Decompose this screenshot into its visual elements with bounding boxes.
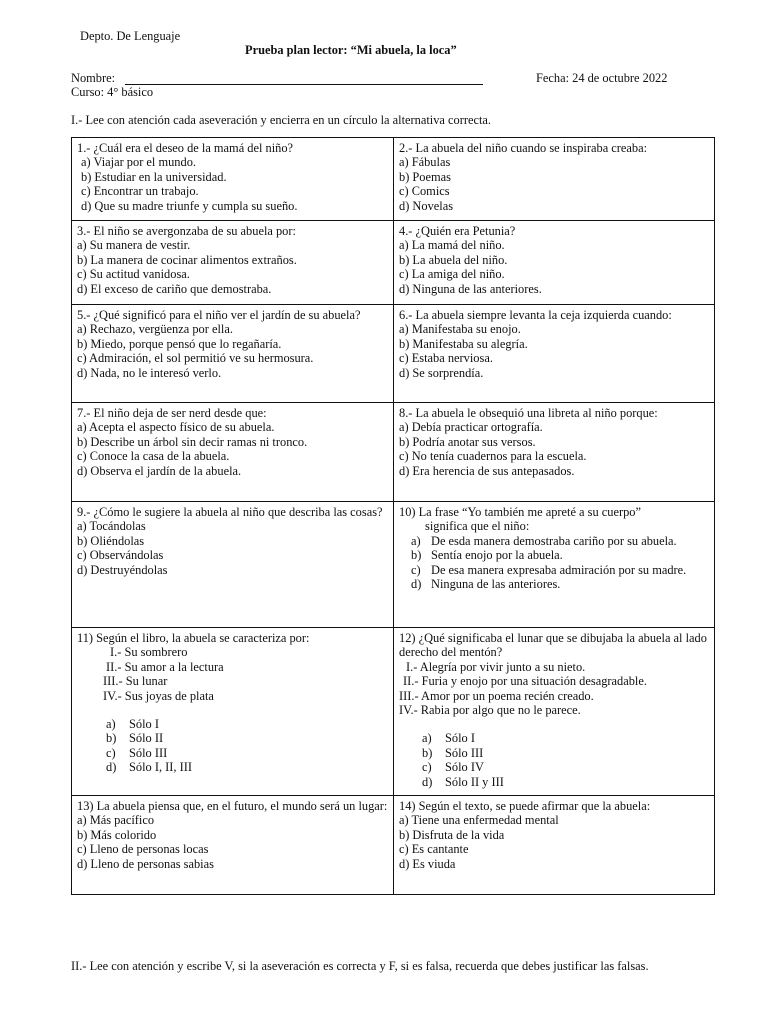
- option-5d[interactable]: d) Nada, no le interesó verlo.: [77, 365, 222, 380]
- marker: d): [422, 774, 433, 789]
- option-8a[interactable]: a) Debía practicar ortografía.: [399, 420, 543, 435]
- option-8b[interactable]: b) Podría anotar sus versos.: [399, 434, 536, 449]
- marker: c): [422, 760, 432, 775]
- section2-instruction: II.- Lee con atención y escribe V, si la aseveración es correcta y F, si es falsa, recuerda que debes justificar las falsas.: [71, 959, 649, 973]
- option-3c[interactable]: c) Su actitud vanidosa.: [77, 267, 190, 282]
- marker: a): [106, 717, 116, 732]
- marker: d): [106, 760, 117, 775]
- option-7a[interactable]: a) Acepta el aspecto físico de su abuela.: [77, 420, 275, 435]
- option-1b[interactable]: b) Estudiar en la universidad.: [81, 169, 227, 184]
- option-14a[interactable]: a) Tiene una enfermedad mental: [399, 813, 559, 828]
- option-9d[interactable]: d) Destruyéndolas: [77, 562, 168, 577]
- item-11-ii: II.- Su amor a la lectura: [106, 659, 224, 674]
- option-3d[interactable]: d) El exceso de cariño que demostraba.: [77, 281, 272, 296]
- item-12-iii: III.- Amor por un poema recién creado.: [399, 688, 594, 703]
- course-label: Curso: 4° básico: [71, 85, 154, 99]
- item-12-iv: IV.- Rabia por algo que no le parece.: [399, 703, 581, 718]
- option-9a[interactable]: a) Tocándolas: [77, 519, 146, 534]
- marker: c): [411, 562, 421, 577]
- option-11a[interactable]: a) Sólo I: [106, 717, 159, 732]
- table-row: [72, 628, 715, 796]
- item-12-i: I.- Alegría por vivir junto a su nieto.: [406, 659, 586, 674]
- option-4c[interactable]: c) La amiga del niño.: [399, 267, 505, 282]
- option-11b[interactable]: b) Sólo II: [106, 731, 164, 746]
- table-row: [72, 221, 715, 305]
- option-6d[interactable]: d) Se sorprendía.: [399, 365, 484, 380]
- option-11c[interactable]: c) Sólo III: [106, 745, 168, 760]
- question-1-text: 1.- ¿Cuál era el deseo de la mamá del niño?: [77, 141, 294, 155]
- question-11: [72, 628, 394, 796]
- option-14d[interactable]: d) Es viuda: [399, 856, 456, 871]
- table-row: [72, 502, 715, 628]
- question-12-text: 12) ¿Qué significaba el lunar que se dibujaba la abuela al lado derecho del mentón?: [399, 631, 707, 660]
- option-8d[interactable]: d) Era herencia de sus antepasados.: [399, 463, 575, 478]
- option-12d[interactable]: d) Sólo II y III: [422, 774, 504, 789]
- option-5a[interactable]: a) Rechazo, vergüenza por ella.: [77, 322, 233, 337]
- option-10a[interactable]: a) De esda manera demostraba cariño por su abuela.: [411, 533, 677, 548]
- question-4-text: 4.- ¿Quién era Petunia?: [399, 224, 516, 238]
- question-9: [72, 502, 394, 628]
- table-row: [72, 796, 715, 895]
- option-6b[interactable]: b) Manifestaba su alegría.: [399, 336, 528, 351]
- question-10-text-line2: significa que el niño:: [425, 519, 530, 534]
- department-label: Depto. De Lenguaje: [80, 29, 181, 43]
- option-6a[interactable]: a) Manifestaba su enojo.: [399, 322, 521, 337]
- option-10d[interactable]: d) Ninguna de las anteriores.: [411, 577, 561, 592]
- table-row: [72, 305, 715, 403]
- option-13b[interactable]: b) Más colorido: [77, 827, 157, 842]
- option-7b[interactable]: b) Describe un árbol sin decir ramas ni tronco.: [77, 434, 308, 449]
- questions-table: [71, 137, 715, 895]
- marker: a): [411, 533, 421, 548]
- test-title: Prueba plan lector: “Mi abuela, la loca”: [245, 43, 457, 57]
- option-2d[interactable]: d) Novelas: [399, 198, 454, 213]
- table-row: [72, 138, 715, 221]
- option-12a[interactable]: a) Sólo I: [422, 731, 475, 746]
- option-7d[interactable]: d) Observa el jardín de la abuela.: [77, 463, 242, 478]
- item-12-ii: II.- Furia y enojo por una situación desagradable.: [403, 674, 647, 689]
- question-12: [394, 628, 715, 796]
- marker: b): [106, 731, 117, 746]
- option-4d[interactable]: d) Ninguna de las anteriores.: [399, 281, 542, 296]
- option-10b[interactable]: b) Sentía enojo por la abuela.: [411, 548, 563, 563]
- question-5: [72, 305, 394, 403]
- option-1a[interactable]: a) Viajar por el mundo.: [81, 155, 196, 170]
- table-row: [72, 403, 715, 502]
- marker: a): [422, 731, 432, 746]
- question-8: [394, 403, 715, 502]
- option-5c[interactable]: c) Admiración, el sol permitió ve su hermosura.: [77, 351, 314, 366]
- option-3a[interactable]: a) Su manera de vestir.: [77, 238, 191, 253]
- question-3: [72, 221, 394, 305]
- option-6c[interactable]: c) Estaba nerviosa.: [399, 351, 493, 366]
- question-7: [72, 403, 394, 502]
- question-6: [394, 305, 715, 403]
- option-9c[interactable]: c) Observándolas: [77, 548, 164, 563]
- question-8-text: 8.- La abuela le obsequió una libreta al niño porque:: [399, 406, 658, 420]
- question-13: [72, 796, 394, 895]
- question-1: [72, 138, 394, 221]
- option-1c[interactable]: c) Encontrar un trabajo.: [81, 184, 199, 199]
- question-2: [394, 138, 715, 221]
- name-label: Nombre:: [71, 71, 116, 85]
- item-11-iii: III.- Su lunar: [103, 674, 168, 689]
- question-13-text: 13) La abuela piensa que, en el futuro, el mundo será un lugar:: [77, 799, 388, 813]
- question-11-text: 11) Según el libro, la abuela se caracteriza por:: [77, 631, 310, 645]
- name-blank-line[interactable]: [125, 84, 483, 85]
- item-11-iv: IV.- Sus joyas de plata: [103, 688, 214, 703]
- option-12b[interactable]: b) Sólo III: [422, 745, 484, 760]
- option-11d[interactable]: d) Sólo I, II, III: [106, 760, 192, 775]
- question-4: [394, 221, 715, 305]
- option-2a[interactable]: a) Fábulas: [399, 155, 451, 170]
- option-2b[interactable]: b) Poemas: [399, 169, 451, 184]
- question-10: [394, 502, 715, 628]
- question-2-text: 2.- La abuela del niño cuando se inspiraba creaba:: [399, 141, 648, 155]
- option-3b[interactable]: b) La manera de cocinar alimentos extraños.: [77, 252, 297, 267]
- option-7c[interactable]: c) Conoce la casa de la abuela.: [77, 449, 230, 464]
- option-4a[interactable]: a) La mamá del niño.: [399, 238, 505, 253]
- marker: b): [411, 548, 422, 563]
- question-14-text: 14) Según el texto, se puede afirmar que la abuela:: [399, 799, 651, 813]
- option-13c[interactable]: c) Lleno de personas locas: [77, 842, 209, 857]
- option-9b[interactable]: b) Oliéndolas: [77, 533, 145, 548]
- marker: b): [422, 745, 433, 760]
- option-1d[interactable]: d) Que su madre triunfe y cumpla su sueño.: [81, 198, 298, 213]
- marker: d): [411, 577, 422, 592]
- item-11-i: I.- Su sombrero: [110, 645, 188, 660]
- question-7-text: 7.- El niño deja de ser nerd desde que:: [77, 406, 267, 420]
- question-14: [394, 796, 715, 895]
- question-10-text-line1: 10) La frase “Yo también me apreté a su cuerpo”: [399, 505, 641, 519]
- option-8c[interactable]: c) No tenía cuadernos para la escuela.: [399, 449, 587, 464]
- option-13a[interactable]: a) Más pacífico: [77, 813, 155, 828]
- option-4b[interactable]: b) La abuela del niño.: [399, 252, 508, 267]
- question-9-text: 9.- ¿Cómo le sugiere la abuela al niño que describa las cosas?: [77, 505, 383, 519]
- option-10c[interactable]: c) De esa manera expresaba admiración por su madre.: [411, 562, 687, 577]
- option-14c[interactable]: c) Es cantante: [399, 842, 469, 857]
- option-12c[interactable]: c) Sólo IV: [422, 760, 484, 775]
- date-label: Fecha: 24 de octubre 2022: [536, 71, 668, 85]
- option-14b[interactable]: b) Disfruta de la vida: [399, 827, 505, 842]
- question-5-text: 5.- ¿Qué significó para el niño ver el jardín de su abuela?: [77, 308, 361, 322]
- marker: c): [106, 745, 116, 760]
- question-3-text: 3.- El niño se avergonzaba de su abuela por:: [77, 224, 296, 238]
- option-2c[interactable]: c) Comics: [399, 184, 450, 199]
- section1-instruction: I.- Lee con atención cada aseveración y encierra en un círculo la alternativa correcta.: [71, 113, 491, 127]
- option-5b[interactable]: b) Miedo, porque pensó que lo regañaría.: [77, 336, 282, 351]
- question-6-text: 6.- La abuela siempre levanta la ceja izquierda cuando:: [399, 308, 672, 322]
- option-13d[interactable]: d) Lleno de personas sabias: [77, 856, 214, 871]
